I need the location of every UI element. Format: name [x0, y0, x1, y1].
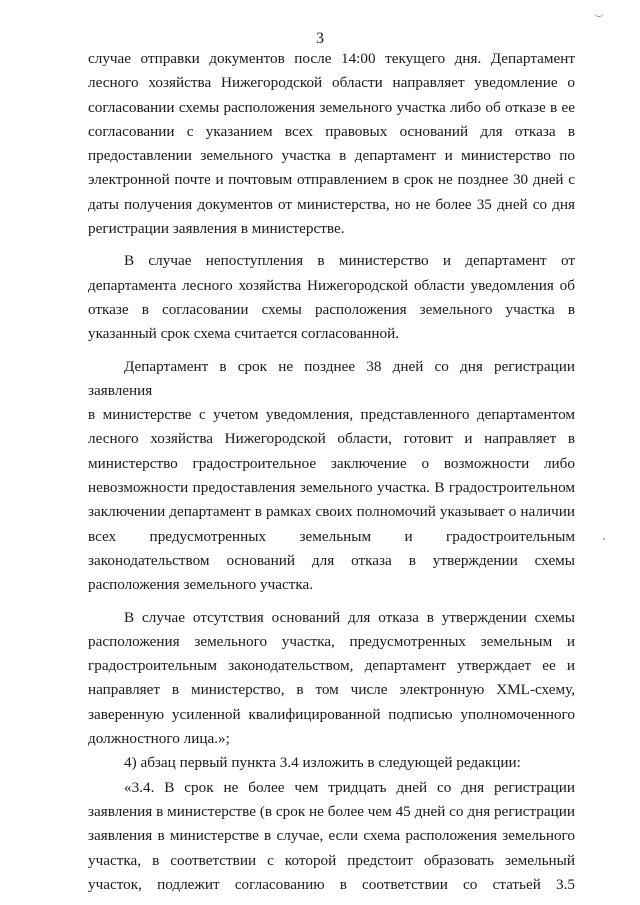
document-body	[88, 47, 575, 897]
text-line: указанный срок схема считается согласованной.	[88, 325, 400, 343]
text-line: электронной почте и почтовым отправлением в срок не позднее 30 дней с	[88, 171, 575, 189]
text-line: лесного хозяйства Нижегородской области, готовит и направляет в	[88, 430, 575, 448]
text-line: направляет в министерство, в том числе электронную XML-схему,	[88, 681, 575, 699]
text-line: лесного хозяйства Нижегородской области направляет уведомление о	[88, 74, 575, 92]
text-line: отказе в согласовании схемы расположения земельного участка в	[88, 300, 575, 318]
paragraph-spacer	[88, 598, 575, 606]
text-line: министерство градостроительное заключение о возможности либо	[88, 454, 575, 472]
paragraph	[88, 249, 575, 346]
text-line: В случае непоступления в министерство и департамент от	[124, 252, 575, 270]
paragraph-spacer	[88, 241, 575, 249]
text-line: департамента лесного хозяйства Нижегородской области уведомления об	[88, 276, 575, 294]
page-number: 3	[316, 30, 324, 47]
text-line: всех предусмотренных земельным и градостроительным	[88, 527, 575, 545]
text-line: 4) абзац первый пункта 3.4 изложить в следующей редакции:	[124, 754, 521, 772]
paragraph	[88, 751, 575, 775]
text-line: расположения земельного участка, предусмотренных земельным и	[88, 632, 575, 650]
text-line: согласовании с указанием всех правовых оснований для отказа в	[88, 122, 575, 140]
text-line: заявления в министерстве (в срок не более чем 45 дней со дня регистрации	[88, 802, 575, 820]
text-line: даты получения документов от министерства, но не более 35 дней со дня	[88, 195, 575, 213]
paragraph	[88, 776, 575, 897]
text-line: регистрации заявления в министерстве.	[88, 220, 345, 238]
text-line: Департамент в срок не позднее 38 дней со дня регистрации заявления	[88, 357, 575, 399]
text-line: должностного лица.»;	[88, 730, 230, 748]
corner-scan-mark	[594, 10, 604, 17]
text-line: градостроительным законодательством, департамент утверждает ее и	[88, 657, 575, 675]
paragraph	[88, 47, 575, 241]
text-line: законодательством оснований для отказа в утверждении схемы	[88, 551, 575, 569]
paragraph	[88, 606, 575, 752]
text-line: предоставлении земельного участка в департамент и министерство по	[88, 147, 575, 165]
text-line: «3.4. В срок не более чем тридцать дней со дня регистрации	[124, 778, 575, 796]
paragraph	[88, 355, 575, 598]
text-line: участок, подлежит согласованию в соответствии со статьей 3.5	[88, 875, 575, 893]
text-line: заключении департамент в рамках своих полномочий указывает о наличии	[88, 503, 575, 521]
text-line: расположения земельного участка.	[88, 576, 314, 594]
text-line: заверенную усиленной квалифицированной подписью уполномоченного	[88, 705, 575, 723]
paragraph-spacer	[88, 347, 575, 355]
text-line: участка, в соответствии с которой предстоит образовать земельный	[88, 851, 575, 869]
text-line: в министерстве с учетом уведомления, представленного департаментом	[88, 406, 575, 424]
text-line: заявления в министерстве в случае, если схема расположения земельного	[88, 827, 575, 845]
text-line: случае отправки документов после 14:00 текущего дня. Департамент	[88, 50, 575, 67]
scan-speck	[603, 538, 605, 540]
text-line: согласовании схемы расположения земельного участка либо об отказе в ее	[88, 98, 575, 116]
text-line: В случае отсутствия оснований для отказа в утверждении схемы	[124, 608, 575, 626]
text-line: невозможности предоставления земельного участка. В градостроительном	[88, 479, 575, 497]
